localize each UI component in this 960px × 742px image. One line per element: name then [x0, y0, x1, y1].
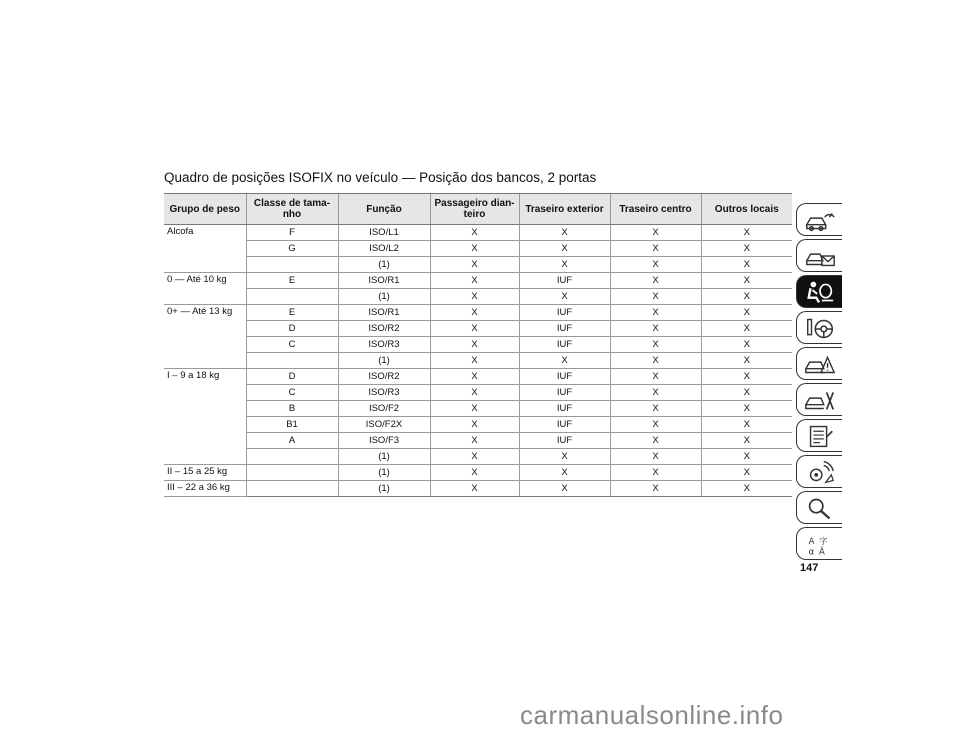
table-cell: X: [430, 305, 519, 321]
table-cell: [164, 401, 246, 417]
chapter-tab[interactable]: [796, 383, 842, 416]
table-cell: X: [519, 481, 610, 497]
page-number: 147: [800, 562, 819, 574]
magnifier-icon: [803, 495, 837, 521]
table-cell: X: [701, 353, 792, 369]
table-cell: B: [246, 401, 338, 417]
svg-text:A: A: [808, 536, 814, 547]
table-cell: X: [519, 465, 610, 481]
column-header: Grupo de peso: [164, 194, 246, 225]
column-header: Traseiro centro: [610, 194, 701, 225]
table-cell: X: [430, 241, 519, 257]
table-cell: X: [519, 289, 610, 305]
table-cell: X: [701, 273, 792, 289]
table-row: [164, 273, 792, 289]
table-cell: X: [701, 433, 792, 449]
table-row: [164, 353, 792, 369]
table-cell: (1): [338, 449, 430, 465]
table-cell: X: [701, 465, 792, 481]
chapter-tab[interactable]: [796, 203, 842, 236]
table-cell: IUF: [519, 385, 610, 401]
table-cell: D: [246, 369, 338, 385]
table-cell: [246, 353, 338, 369]
table-cell: X: [701, 401, 792, 417]
column-header: Classe de tama- nho: [246, 194, 338, 225]
table-cell: [246, 465, 338, 481]
table-cell: (1): [338, 257, 430, 273]
table-row: [164, 225, 792, 241]
table-cell: X: [701, 449, 792, 465]
table-cell: [164, 385, 246, 401]
table-cell: X: [430, 385, 519, 401]
table-cell: ISO/L1: [338, 225, 430, 241]
table-cell: X: [519, 241, 610, 257]
table-cell: X: [701, 289, 792, 305]
table-cell: X: [610, 353, 701, 369]
table-cell: [246, 449, 338, 465]
table-cell: ISO/R1: [338, 305, 430, 321]
table-row: [164, 241, 792, 257]
table-cell: [246, 257, 338, 273]
table-row: [164, 433, 792, 449]
table-cell: X: [430, 481, 519, 497]
table-row: [164, 289, 792, 305]
table-cell: X: [610, 225, 701, 241]
isofix-table: [164, 193, 792, 497]
table-cell: [246, 481, 338, 497]
table-cell: D: [246, 321, 338, 337]
svg-text:Ä: Ä: [818, 546, 825, 557]
table-cell: ISO/F2X: [338, 417, 430, 433]
seat-airbag-icon: [803, 279, 837, 305]
table-cell: 0+ — Até 13 kg: [167, 306, 233, 317]
table-cell: [164, 353, 246, 369]
table-cell: [246, 289, 338, 305]
table-cell: [164, 289, 246, 305]
table-cell: ISO/R3: [338, 385, 430, 401]
table-cell: X: [430, 321, 519, 337]
table-cell: X: [610, 321, 701, 337]
table-cell: X: [701, 225, 792, 241]
column-header: Outros locais: [701, 194, 792, 225]
table-cell: X: [519, 225, 610, 241]
table-cell: X: [430, 401, 519, 417]
column-header: Passageiro dian- teiro: [430, 194, 519, 225]
table-cell: B1: [246, 417, 338, 433]
chapter-tab[interactable]: [796, 239, 842, 272]
table-cell: E: [246, 273, 338, 289]
table-cell: ISO/L2: [338, 241, 430, 257]
table-cell: X: [701, 257, 792, 273]
table-row: [164, 385, 792, 401]
table-row: [164, 465, 792, 481]
table-cell: ISO/F2: [338, 401, 430, 417]
table-cell: X: [610, 369, 701, 385]
table-cell: ISO/F3: [338, 433, 430, 449]
table-cell: G: [246, 241, 338, 257]
checklist-icon: [803, 423, 837, 449]
table-cell: X: [701, 305, 792, 321]
car-tools-icon: [803, 387, 837, 413]
table-cell: X: [519, 353, 610, 369]
table-header-row: [164, 194, 792, 225]
table-cell: F: [246, 225, 338, 241]
car-warning-icon: [803, 351, 837, 377]
column-header: Traseiro exterior: [519, 194, 610, 225]
chapter-tab-strip: [796, 203, 842, 563]
table-cell: ISO/R1: [338, 273, 430, 289]
table-cell: X: [610, 417, 701, 433]
table-cell: X: [701, 321, 792, 337]
table-cell: X: [430, 449, 519, 465]
table-cell: IUF: [519, 321, 610, 337]
table-cell: X: [701, 337, 792, 353]
svg-text:字: 字: [818, 536, 828, 547]
radio-navigation-icon: [803, 459, 837, 485]
car-dashboard-icon: [803, 207, 837, 233]
table-cell: X: [430, 369, 519, 385]
table-cell: X: [701, 241, 792, 257]
table-row: [164, 321, 792, 337]
table-row: [164, 337, 792, 353]
table-cell: IUF: [519, 369, 610, 385]
table-cell: X: [430, 337, 519, 353]
column-header: Função: [338, 194, 430, 225]
table-cell: X: [701, 481, 792, 497]
table-row: [164, 257, 792, 273]
table-cell: Alcofa: [167, 226, 194, 237]
chapter-tab[interactable]: [796, 347, 842, 380]
table-cell: III – 22 a 36 kg: [164, 481, 246, 497]
table-cell: X: [610, 433, 701, 449]
table-cell: X: [610, 337, 701, 353]
table-row: [164, 369, 792, 385]
table-cell: X: [430, 353, 519, 369]
table-cell: (1): [338, 465, 430, 481]
car-mail-icon: [803, 243, 837, 269]
table-cell: X: [610, 289, 701, 305]
table-cell: (1): [338, 481, 430, 497]
table-cell: X: [519, 257, 610, 273]
table-cell: X: [430, 257, 519, 273]
table-cell: IUF: [519, 401, 610, 417]
table-cell: X: [701, 369, 792, 385]
chapter-tab[interactable]: [796, 527, 842, 560]
chapter-tab[interactable]: [796, 455, 842, 488]
table-row: [164, 305, 792, 321]
table-cell: [164, 449, 246, 465]
table-row: [164, 401, 792, 417]
table-cell: ISO/R2: [338, 369, 430, 385]
table-cell: X: [430, 289, 519, 305]
table-cell: X: [610, 305, 701, 321]
table-cell: A: [246, 433, 338, 449]
table-cell: X: [701, 385, 792, 401]
table-cell: C: [246, 337, 338, 353]
table-cell: X: [519, 449, 610, 465]
table-cell: IUF: [519, 273, 610, 289]
table-cell: IUF: [519, 305, 610, 321]
chapter-tab[interactable]: [796, 419, 842, 452]
table-cell: I – 9 a 18 kg: [167, 370, 220, 381]
table-cell: X: [430, 225, 519, 241]
chapter-tab[interactable]: [796, 491, 842, 524]
table-cell: X: [610, 481, 701, 497]
table-cell: [164, 417, 246, 433]
table-cell: ISO/R2: [338, 321, 430, 337]
table-row: [164, 449, 792, 465]
table-row: [164, 417, 792, 433]
table-cell: X: [610, 385, 701, 401]
table-cell: X: [610, 401, 701, 417]
table-cell: X: [610, 449, 701, 465]
table-cell: [164, 257, 246, 273]
chapter-tab[interactable]: [796, 311, 842, 344]
watermark: carmanualsonline.info: [520, 700, 784, 730]
table-cell: (1): [338, 353, 430, 369]
table-cell: X: [430, 465, 519, 481]
table-cell: [164, 241, 246, 257]
table-cell: C: [246, 385, 338, 401]
table-cell: [164, 337, 246, 353]
language-icon: [803, 531, 837, 557]
table-cell: 0 — Até 10 kg: [167, 274, 227, 285]
table-cell: X: [701, 417, 792, 433]
table-cell: II – 15 a 25 kg: [164, 465, 246, 481]
table-cell: (1): [338, 289, 430, 305]
table-cell: X: [430, 433, 519, 449]
table-cell: [164, 321, 246, 337]
svg-text:α: α: [808, 546, 814, 557]
table-cell: X: [610, 273, 701, 289]
steering-wheel-icon: [803, 315, 837, 341]
table-cell: [164, 433, 246, 449]
table-cell: IUF: [519, 433, 610, 449]
table-cell: X: [610, 465, 701, 481]
table-cell: ISO/R3: [338, 337, 430, 353]
page-title: Quadro de posições ISOFIX no veículo — Posição dos bancos, 2 portas: [164, 170, 597, 185]
table-cell: X: [430, 273, 519, 289]
chapter-tab[interactable]: [796, 275, 842, 308]
table-cell: E: [246, 305, 338, 321]
table-row: [164, 481, 792, 497]
table-cell: IUF: [519, 337, 610, 353]
table-cell: IUF: [519, 417, 610, 433]
table-cell: X: [610, 257, 701, 273]
table-cell: X: [610, 241, 701, 257]
table-cell: X: [430, 417, 519, 433]
